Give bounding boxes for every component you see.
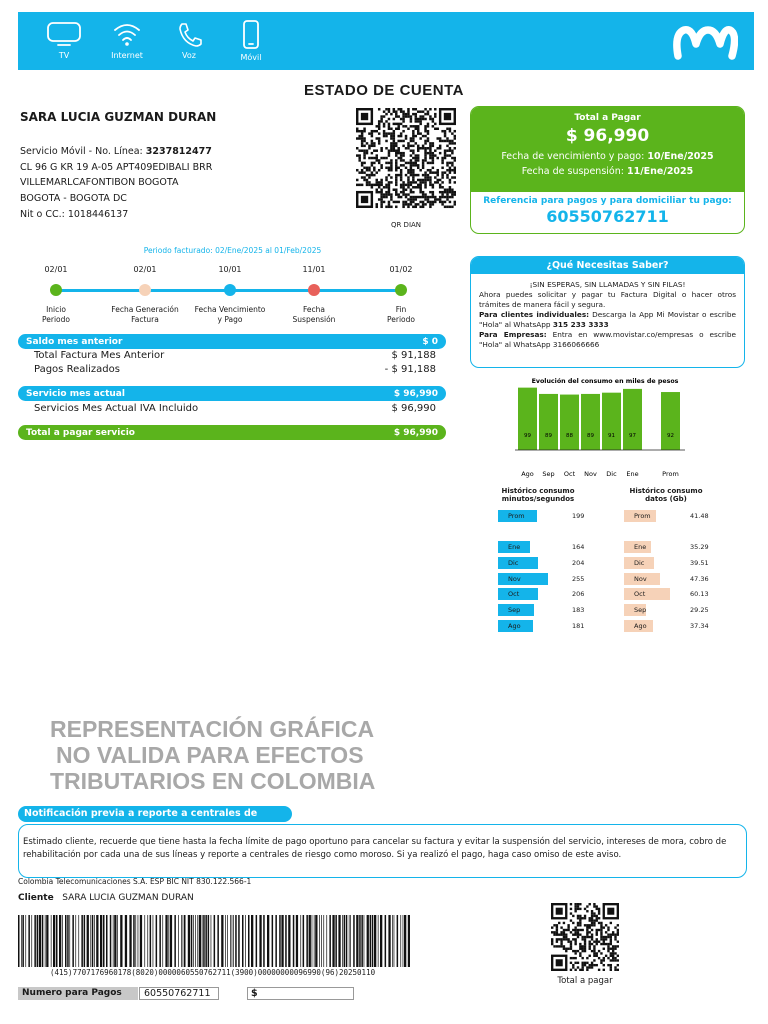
chart-title: Evolución del consumo en miles de pesos — [531, 378, 679, 385]
data-history-value: 35.29 — [690, 543, 709, 551]
chart-category-label: Ago — [521, 470, 534, 478]
minutes-history-title-1: Histórico consumo — [501, 487, 575, 495]
pay-amount-field: $ — [247, 987, 354, 1000]
qr-dian-label: QR DIAN — [390, 221, 422, 229]
data-history-title-1: Histórico consumo — [629, 487, 703, 495]
billing-period: Periodo facturado: 02/Ene/2025 al 01/Feb/2025 — [143, 246, 322, 255]
address-line-1: CL 96 G KR 19 A-05 APT409EDIBALI BRR — [20, 162, 213, 173]
minutes-history-value: 183 — [572, 606, 585, 614]
total-service-title: Total a pagar servicio — [26, 427, 135, 438]
qr-dian-code — [356, 108, 456, 212]
timeline-label — [16, 305, 96, 325]
timeline-label-2: Factura — [131, 315, 159, 324]
chart-bar — [518, 388, 537, 450]
service-voz-label: Voz — [182, 51, 196, 60]
suspension-date-line — [471, 166, 744, 177]
timeline-label-1: Fecha Vencimiento — [194, 305, 266, 314]
current-service-title: Servicio mes actual — [26, 388, 125, 399]
timeline-label-1: Fecha — [303, 305, 325, 314]
minutes-history-bar: Dic — [498, 557, 538, 569]
info-headline: ¡SIN ESPERAS, SIN LLAMADAS Y SIN FILAS! — [529, 280, 686, 289]
timeline-date: 01/02 — [389, 265, 413, 274]
current-service-header — [18, 386, 446, 401]
reference-label: Referencia para pagos y para domiciliar tu pago: — [483, 196, 732, 206]
data-history-bar: Ene — [624, 541, 651, 553]
minutes-history-value: 255 — [572, 575, 585, 583]
pay-number-label: Numero para Pagos — [18, 987, 138, 1000]
timeline-dot — [139, 284, 151, 296]
payment-barcode — [18, 915, 410, 967]
total-label: Total a Pagar — [574, 113, 641, 123]
movistar-logo — [672, 22, 738, 62]
minutes-history-value: 164 — [572, 543, 585, 551]
timeline-dot — [224, 284, 236, 296]
total-service-header — [18, 425, 446, 440]
data-history-bar: Prom — [624, 510, 656, 522]
chart-value-label: 89 — [545, 433, 552, 439]
customer-name: SARA LUCIA GUZMAN DURAN — [20, 110, 217, 124]
timeline-date: 11/01 — [302, 265, 326, 274]
timeline-dot — [395, 284, 407, 296]
data-history-title-2: datos (Gb) — [645, 495, 687, 503]
info-companies-label: Para Empresas: — [479, 330, 547, 339]
chart-value-label: 99 — [524, 433, 531, 439]
previous-balance-amount: $ 0 — [422, 336, 438, 347]
chart-bar — [623, 389, 642, 450]
service-line-label: Servicio Móvil - No. Línea: — [20, 146, 146, 157]
timeline-label-1: Inicio — [46, 305, 66, 314]
info-companies-text: Entra en www.movistar.co/empresas o escribe "Hola" al WhatsApp 3166066666 — [479, 330, 736, 349]
customer-id: Nit o CC.: 1018446137 — [20, 209, 129, 220]
summary-row-value: $ 96,990 — [391, 403, 436, 414]
timeline-label — [361, 305, 441, 325]
due-date: 10/Ene/2025 — [647, 151, 714, 162]
info-intro: Ahora puedes solicitar y pagar tu Factura Digital o hacer otros trámites de manera fácil y segura. — [479, 290, 736, 309]
minutes-history-bar: Sep — [498, 604, 534, 616]
data-history-bar: Dic — [624, 557, 654, 569]
data-history-value: 39.51 — [690, 559, 709, 567]
info-title: ¿Qué Necesitas Saber? — [471, 257, 744, 274]
due-date-label: Fecha de vencimiento y pago: — [501, 151, 648, 162]
chart-value-label: 89 — [587, 433, 594, 439]
timeline-label-2: Suspensión — [292, 315, 336, 324]
timeline-label-2: Periodo — [387, 315, 415, 324]
disclaimer-line-2: NO VALIDA PARA EFECTOS — [56, 742, 364, 768]
summary-row-label: Pagos Realizados — [34, 364, 120, 375]
chart-category-label: Dic — [606, 470, 617, 478]
barcode-number: (415)7707176960178(8020)0000060550762711(3900)00000000096990(96)20250110 — [50, 968, 376, 977]
disclaimer-line-3: TRIBUTARIOS EN COLOMBIA — [50, 768, 376, 794]
service-line — [20, 146, 212, 158]
service-internet-label: Internet — [111, 51, 143, 60]
summary-row — [34, 403, 436, 414]
minutes-history-title — [500, 487, 576, 503]
chart-category-label: Nov — [584, 470, 597, 478]
data-history-bar: Oct — [624, 588, 670, 600]
total-service-amount: $ 96,990 — [393, 427, 438, 438]
minutes-history-value: 204 — [572, 559, 585, 567]
timeline-label-2: Periodo — [42, 315, 70, 324]
minutes-history-bar: Oct — [498, 588, 538, 600]
chart-bar — [581, 394, 600, 450]
chart-bar — [602, 393, 621, 450]
summary-row-label: Servicios Mes Actual IVA Incluido — [34, 403, 199, 414]
document-title: ESTADO DE CUENTA — [304, 82, 464, 99]
payment-reference — [471, 196, 744, 226]
service-tv — [36, 20, 92, 60]
qr-payment-code — [551, 903, 619, 971]
summary-row — [34, 364, 436, 375]
previous-balance-header — [18, 334, 446, 349]
chart-category-label: Sep — [542, 470, 555, 478]
chart-value-label: 91 — [608, 433, 615, 439]
tv-icon — [46, 20, 82, 48]
due-date-line — [471, 151, 744, 162]
minutes-history-value: 199 — [572, 512, 585, 520]
consumption-chart — [505, 375, 705, 480]
timeline-label — [274, 305, 354, 325]
chart-value-label: 97 — [629, 433, 636, 439]
wifi-icon — [109, 20, 145, 48]
notification-body: Estimado cliente, recuerde que tiene hasta la fecha límite de pago oportuno para cancelar su factura y evitar la suspensión del servicio, intereses de mora, cobro de rehabilitación por cada una de sus líneas y reporte a centrales de riesgo como moroso. Si ya realizó el pago, haga caso omiso de este aviso. — [18, 824, 747, 878]
data-history-value: 47.36 — [690, 575, 709, 583]
qr-payment-label: Total a pagar — [557, 976, 613, 986]
data-history-value: 29.25 — [690, 606, 709, 614]
previous-balance-title: Saldo mes anterior — [26, 336, 123, 347]
chart-category-label: Oct — [563, 470, 576, 478]
timeline-dot — [308, 284, 320, 296]
minutes-history-value: 206 — [572, 590, 585, 598]
info-body — [471, 274, 744, 350]
minutes-history-title-2: minutos/segundos — [501, 495, 575, 503]
data-history-bar: Nov — [624, 573, 660, 585]
current-service-amount: $ 96,990 — [393, 388, 438, 399]
info-box — [470, 256, 745, 368]
disclaimer-line-1: REPRESENTACIÓN GRÁFICA — [50, 716, 375, 742]
chart-bar — [661, 392, 680, 450]
total-amount: $ 96,990 — [565, 126, 650, 146]
minutes-history-bar: Prom — [498, 510, 537, 522]
line-number: 3237812477 — [145, 146, 212, 157]
timeline-date: 02/01 — [44, 265, 68, 274]
summary-row-value: $ 91,188 — [391, 350, 436, 361]
timeline-date: 02/01 — [133, 265, 157, 274]
service-movil — [223, 20, 279, 62]
minutes-history-bar: Ene — [498, 541, 530, 553]
address-city: BOGOTA - BOGOTA DC — [20, 193, 127, 204]
data-history-bar: Ago — [624, 620, 653, 632]
info-companies — [479, 330, 736, 350]
payment-box — [470, 106, 745, 234]
timeline-label — [190, 305, 270, 325]
minutes-history-bar: Ago — [498, 620, 533, 632]
info-individuals-phone: 315 233 3333 — [552, 320, 609, 329]
footer-client-name: SARA LUCIA GUZMAN DURAN — [62, 893, 194, 903]
service-voz — [161, 20, 217, 60]
summary-row-label: Total Factura Mes Anterior — [34, 350, 165, 361]
chart-bar — [539, 394, 558, 450]
data-history-title — [626, 487, 706, 503]
mobile-icon — [233, 20, 269, 50]
header-bar — [18, 12, 754, 70]
company-info: Colombia Telecomunicaciones S.A. ESP BIC NIT 830.122.566-1 — [18, 877, 252, 886]
timeline-label-1: Fecha Generación — [111, 305, 179, 314]
info-individuals-text: Descarga la App Mi Movistar o escribe "Hola" al WhatsApp — [479, 310, 736, 329]
phone-icon — [171, 20, 207, 48]
address-line-2: VILLEMARLCAFONTIBON BOGOTA — [20, 177, 179, 188]
chart-bar — [560, 395, 579, 450]
payment-summary — [471, 107, 744, 192]
chart-category-label: Prom — [662, 470, 679, 478]
data-history-value: 60.13 — [690, 590, 709, 598]
suspension-date: 11/Ene/2025 — [626, 166, 694, 177]
footer-client-label: Cliente — [18, 893, 54, 903]
footer-client — [18, 893, 194, 903]
chart-category-label: Ene — [626, 470, 639, 478]
info-individuals-label: Para clientes individuales: — [479, 310, 590, 319]
data-history-value: 37.34 — [690, 622, 709, 630]
reference-number: 60550762711 — [546, 207, 669, 226]
service-tv-label: TV — [58, 51, 70, 60]
service-internet — [99, 20, 155, 60]
summary-row-value: - $ 91,188 — [384, 364, 436, 375]
service-movil-label: Móvil — [240, 53, 262, 62]
data-history-bar: Sep — [624, 604, 646, 616]
suspension-date-label: Fecha de suspensión: — [521, 166, 627, 177]
chart-value-label: 88 — [566, 433, 573, 439]
data-history-value: 41.48 — [690, 512, 709, 520]
timeline-label-2: y Pago — [217, 315, 243, 324]
timeline-label — [105, 305, 185, 325]
disclaimer — [50, 716, 375, 794]
timeline-dot — [50, 284, 62, 296]
minutes-history-value: 181 — [572, 622, 585, 630]
timeline-date: 10/01 — [218, 265, 242, 274]
chart-value-label: 92 — [667, 433, 674, 439]
info-individuals — [479, 310, 736, 330]
minutes-history-bar: Nov — [498, 573, 548, 585]
timeline-label-1: Fin — [395, 305, 407, 314]
notification-title: Notificación previa a reporte a centrales de riesgo — [18, 806, 292, 822]
summary-row — [34, 350, 436, 361]
pay-number-value: 60550762711 — [139, 987, 219, 1000]
